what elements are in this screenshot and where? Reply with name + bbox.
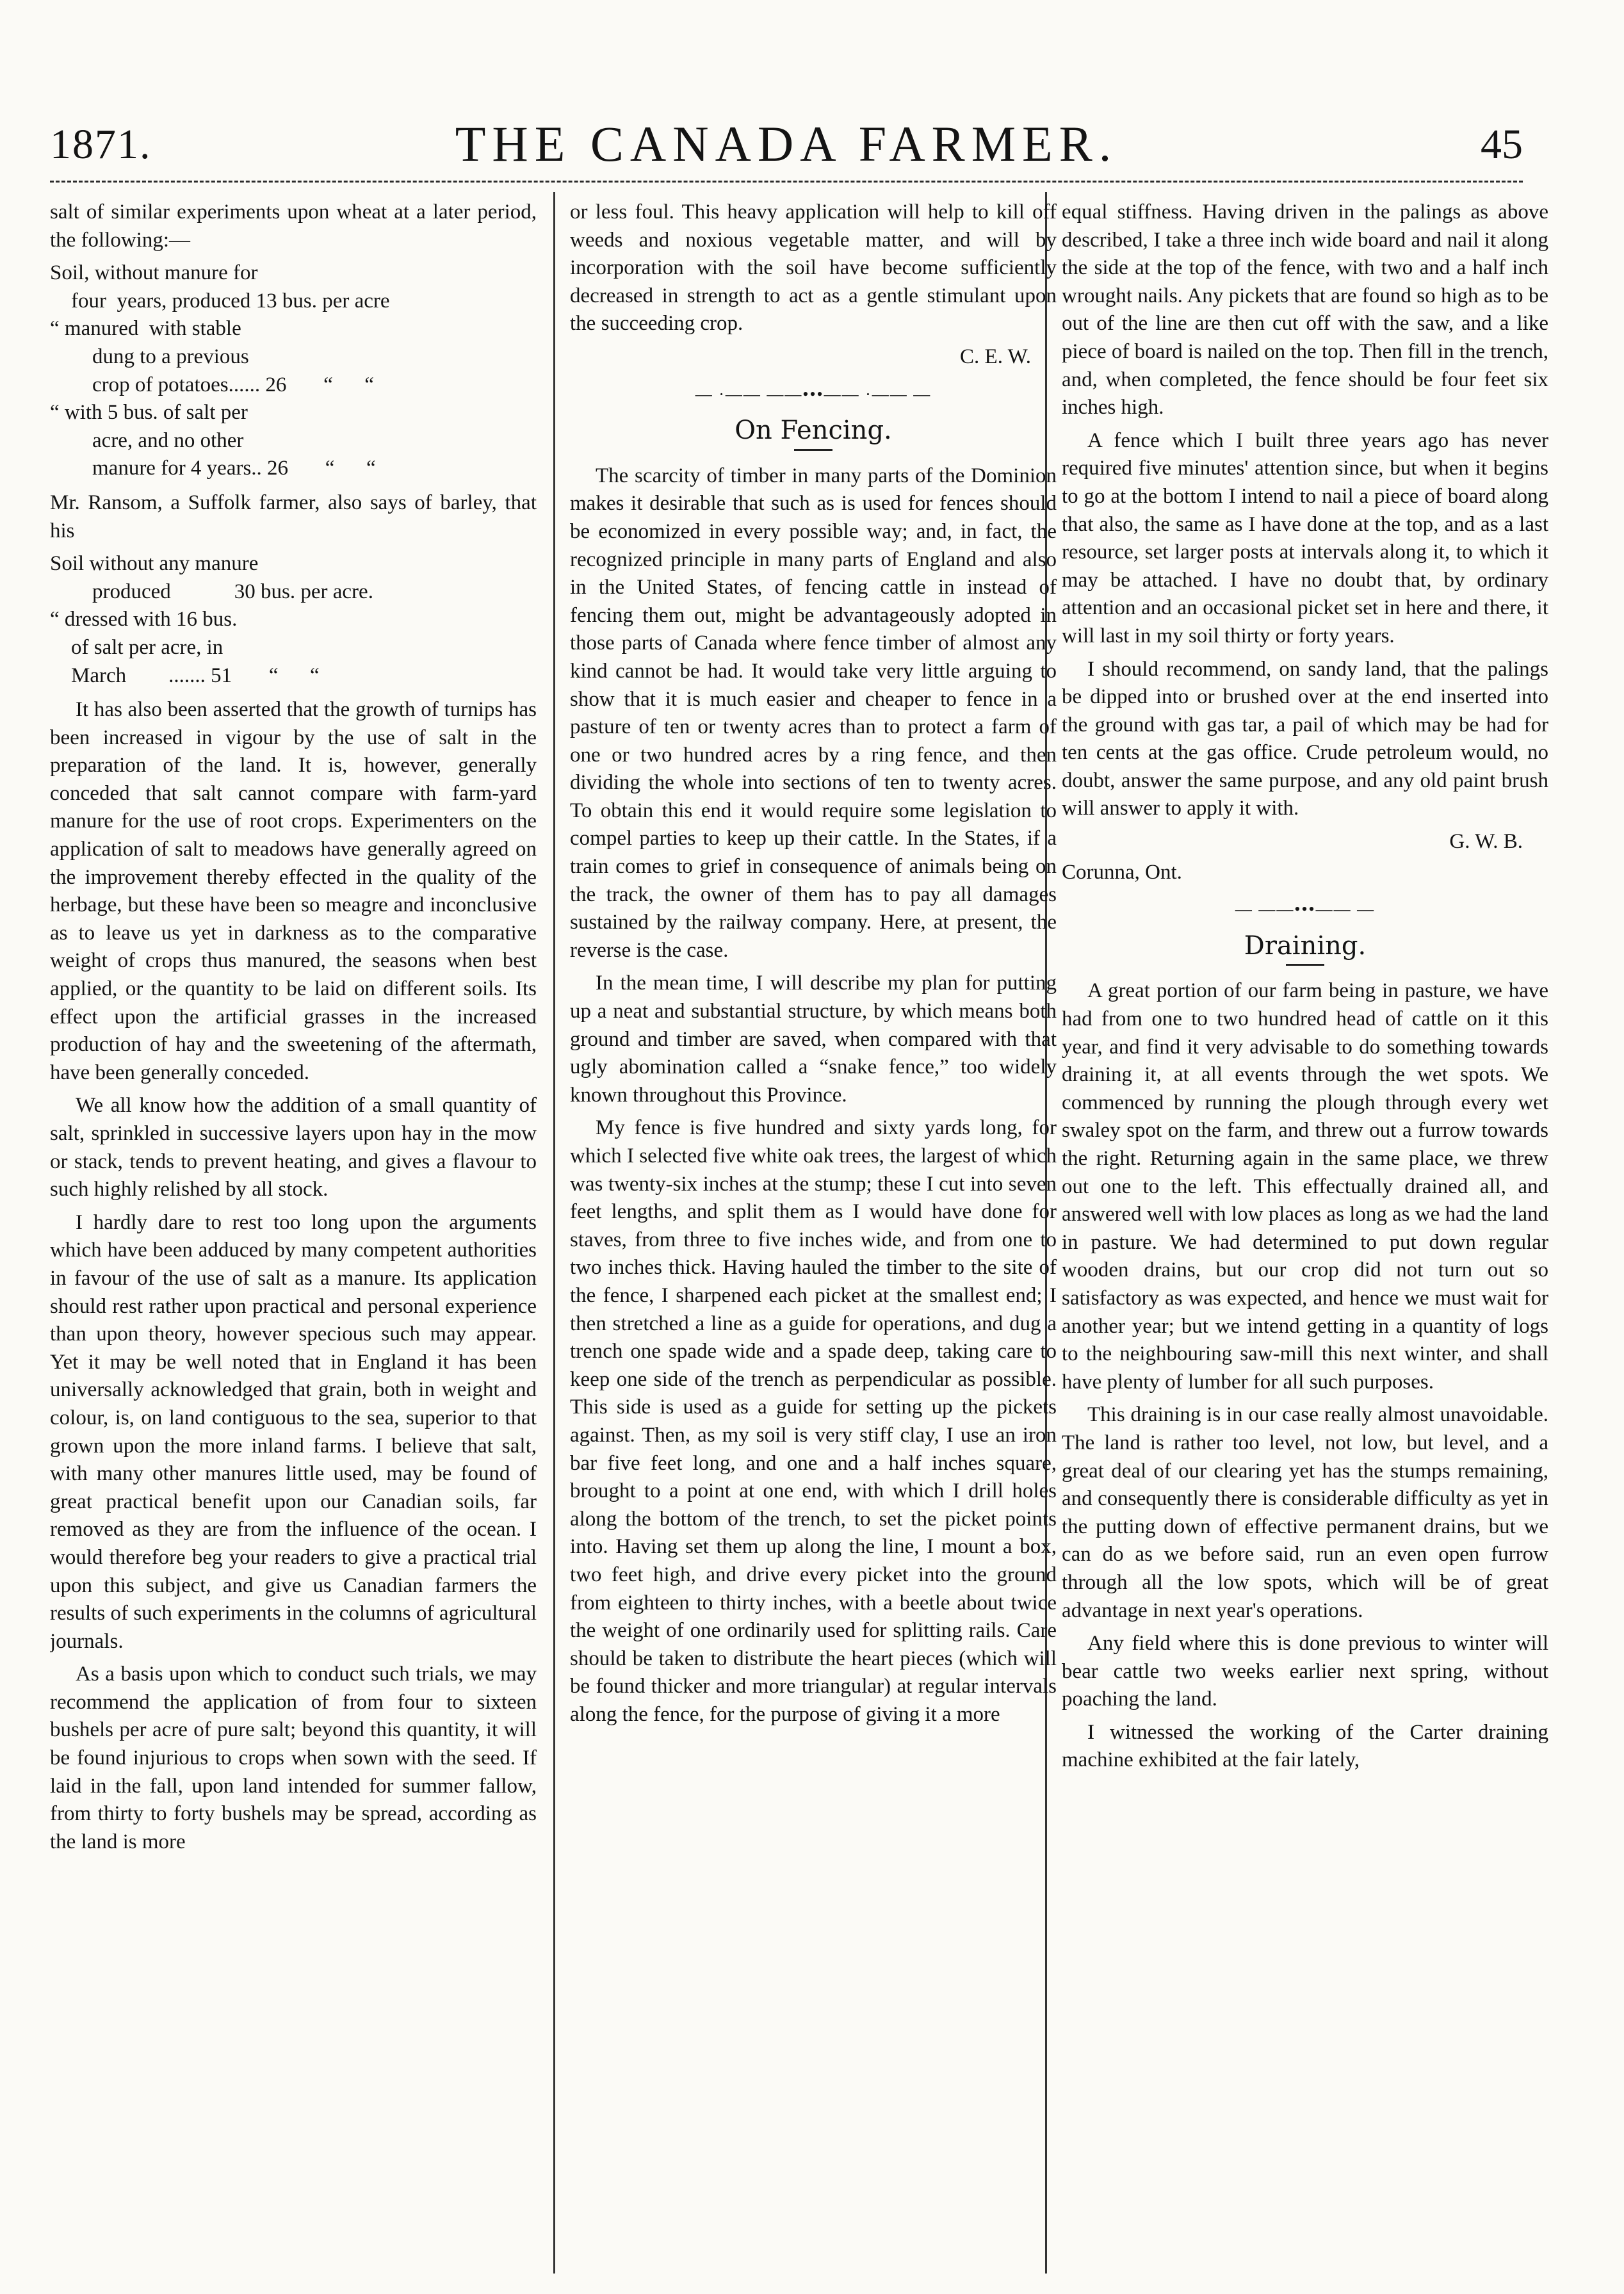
paragraph: Mr. Ransom, a Suffolk farmer, also says of barley, that his <box>50 491 537 542</box>
paragraph: My fence is five hundred and sixty yards long, for which I selected five white oak trees, the largest of which was twenty-six inches at the stump; these I cut into seven feet lengths, and split them as I would have done for staves, from three to five inches wide, and from one to two inches thick. Having hauled the timber to the site of the fence, I sharpened each picket at the smallest end; I then stretched a line as a guide for operations, and dug a trench one spade wide and a spade deep, taking care to keep one side of the trench as perpendicular as possible. This side is used as a guide for setting up the pickets against. Then, as my soil is very stiff clay, I use an iron bar five feet long, and one and a half inches square, brought to a point at one end, with which I drill holes along the bottom of the trench, to set the picket points into. Having set them up along the line, I mount a box, two feet high, and drive every picket into the ground from eighteen to thirty inches, with a beetle about twice the weight of one ordinarily used for splitting rails. Care should be taken to distribute the heart pieces (which will be found thicker and more triangular) at regular intervals along the fence, for the purpose of giving it a more <box>570 1116 1057 1726</box>
paragraph: This draining is in our case really almost unavoidable. The land is rather too level, not low, but level, and a great deal of our clearing yet has the stumps remaining, and consequently there is considerable difficulty as yet in the putting down of effective permanent drains, but we can do as we before said, run an even open furrow through all the low spots, which will be of great advantage in next year's operations. <box>1062 1403 1548 1622</box>
paragraph: A fence which I built three years ago has never required five minutes' attention since, but when it begins to go at the bottom I intend to nail a piece of board along that also, the same as I have done at the top, and as a last resource, set larger posts at intervals along it, to which it may be attached. I have no doubt that, by ordinary attention and an occasional picket set in here and there, it will last in my soil thirty or forty years. <box>1062 428 1548 647</box>
paragraph: or less foul. This heavy application will help to kill off weeds and noxious vegetable matter, and will by incorporation with the soil have become sufficiently decreased in strength to act as a gentle stimulant upon the succeeding crop. <box>570 200 1057 336</box>
publication-title: THE CANADA FARMER. <box>455 116 1118 172</box>
table-row: produced 30 bus. per acre. <box>50 580 373 603</box>
column-1 <box>50 199 537 2274</box>
paragraph: equal stiffness. Having driven in the palings as above described, I take a three inch wide board and nail it along the side at the top of the fence, with two and a half inch wrought nails. Any pickets that are found so high as to be out of the line are then cut off with the saw, and a like piece of board is nailed on the top. Then fill in the trench, and, when completed, the fence should be four feet six inches high. <box>1062 200 1548 419</box>
table-row: “ dressed with 16 bus. <box>50 608 238 631</box>
paragraph: A great portion of our farm being in pasture, we have had from one to two hundred head of cattle on it this year, and find it very advisable to do something towards draining it, at all events through the wet spots. We commenced by running the plough through every wet swaley spot on the farm, and threw out a furrow towards the right. Returning again in the same place, we threw out one to the left. This effectually drained all, and answered well with low places as long as we had the land in pasture. We had determined to put down regular wooden drains, but our crop did not turn out so satisfactory as was expected, and hence we must wait for another year; but we intend getting in a quantity of logs to the neighbouring saw-mill this next winter, and shall have plenty of lumber for all such purposes. <box>1062 979 1548 1394</box>
masthead <box>50 108 1523 178</box>
heading-rule <box>794 449 832 451</box>
paragraph: As a basis upon which to conduct such trials, we may recommend the application of from four to sixteen bushels per acre of pure salt; beyond this quantity, it will be found injurious to crops when sown with the seed. If laid in the fall, upon land intended for summer fallow, from thirty to forty bushels may be spread, according as the land is more <box>50 1663 537 1853</box>
paragraph: I should recommend, on sandy land, that the palings be dipped into or brushed over at the end inserted into the ground with gas tar, a pail of which may be had for ten cents at the gas office. Crude petroleum would, no doubt, answer the same purpose, and any old paint brush will answer to apply it with. <box>1062 657 1548 820</box>
table-row: March ....... 51 “ “ <box>50 663 320 687</box>
table-row: of salt per acre, in <box>50 635 223 659</box>
paragraph: In the mean time, I will describe my plan for putting up a neat and substantial structure, by which means both ground and timber are saved, when compared with that ugly abomination called a “snake fence,” too widely known throughout this Province. <box>570 972 1057 1107</box>
salt-wheat-table <box>50 259 537 483</box>
paragraph: It has also been asserted that the growth of turnips has been increased in vigour by the use of salt in the preparation of the land. It is, however, generally conceded that salt cannot compare with farm-yard manure for the use of root crops. Experimenters on the application of salt to meadows have generally agreed on the improvement thereby effected in the quality of the herbage, but these have been so meagre and inconclusive as to leave us yet in darkness as to the comparative weight of crops thus manured, the seasons when best applied, or the quantity to be laid on different soils. Its effect upon the artificial grasses in the increased production of hay and the sweetening of the aftermath, have been generally conceded. <box>50 698 537 1084</box>
paragraph: Any field where this is done previous to winter will bear cattle two weeks earlier next spring, without poaching the land. <box>1062 1632 1548 1711</box>
table-row: “ with 5 bus. of salt per <box>50 401 248 425</box>
table-row: dung to a previous <box>50 345 249 368</box>
table-row: crop of potatoes...... 26 “ “ <box>50 373 374 396</box>
header-rule <box>50 181 1523 183</box>
column-divider-1 <box>553 192 555 2274</box>
paragraph: I witnessed the working of the Carter draining machine exhibited at the fair lately, <box>1062 1720 1548 1772</box>
salt-barley-table <box>50 550 537 690</box>
section-ornament: — ·—— ——•••—— ·—— — <box>695 384 932 403</box>
author-signature: G. W. B. <box>1449 830 1523 854</box>
column-2 <box>570 199 1057 2274</box>
section-ornament: — ——•••—— — <box>1235 900 1376 919</box>
table-row: acre, and no other <box>50 428 244 452</box>
author-location: Corunna, Ont. <box>1062 860 1182 884</box>
table-row: Soil without any manure <box>50 552 259 576</box>
table-row: four years, produced 13 bus. per acre <box>50 289 390 313</box>
article-heading-fencing: On Fencing. <box>735 416 892 446</box>
table-row: “ manured with stable <box>50 317 241 341</box>
table-row: Soil, without manure for <box>50 261 258 285</box>
paragraph: We all know how the addition of a small quantity of salt, sprinkled in successive layers upon hay in the mow or stack, tends to prevent heating, and gives a flavour to such highly relished by all stock. <box>50 1094 537 1201</box>
heading-rule <box>1286 964 1324 966</box>
author-signature: C. E. W. <box>960 345 1031 368</box>
paragraph: The scarcity of timber in many parts of the Dominion makes it desirable that such as is used for fences should be economized in every possible way; and, in fact, the recognized principle in many parts of England and also in the United States, of fencing cattle in instead of fencing them out, might be advantageously adopted in those parts of Canada where fence timber of almost any kind cannot be had. It would take very little arguing to show that it is much easier and cheaper to fence in a pasture of ten or twenty acres than to protect a farm of one or two hundred acres by a ring fence, and then dividing the whole into sections of ten to twenty acres. To obtain this end it would require some legislation to compel parties to keep up their cattle. In the States, if a train comes to grief in consequence of animals being on the track, the owner of them has to pay all damages sustained by the railway company. Here, at present, the reverse is the case. <box>570 464 1057 962</box>
column-3 <box>1062 199 1548 2274</box>
issue-year: 1871. <box>50 121 152 168</box>
paragraph: I hardly dare to rest too long upon the arguments which have been adduced by many competent authorities in favour of the use of salt as a manure. Its application should rest rather upon practical and personal experience than upon theory, however specious such may appear. Yet it may be well noted that in England it has been universally acknowledged that grain, both in weight and colour, is, on land contiguous to the sea, superior to that grown upon the more inland farms. I believe that salt, with many other manures little used, may be found of great practical benefit upon our Canadian soils, far removed as they are from the influence of the ocean. I would therefore beg your readers to give a practical trial upon this subject, and give us Canadian farmers the results of such experiments in the columns of agricultural journals. <box>50 1210 537 1653</box>
paragraph: salt of similar experiments upon wheat at a later period, the following:— <box>50 200 537 252</box>
table-row: manure for 4 years.. 26 “ “ <box>50 457 376 480</box>
page-number: 45 <box>1481 121 1523 168</box>
article-heading-draining: Draining. <box>1244 931 1367 961</box>
